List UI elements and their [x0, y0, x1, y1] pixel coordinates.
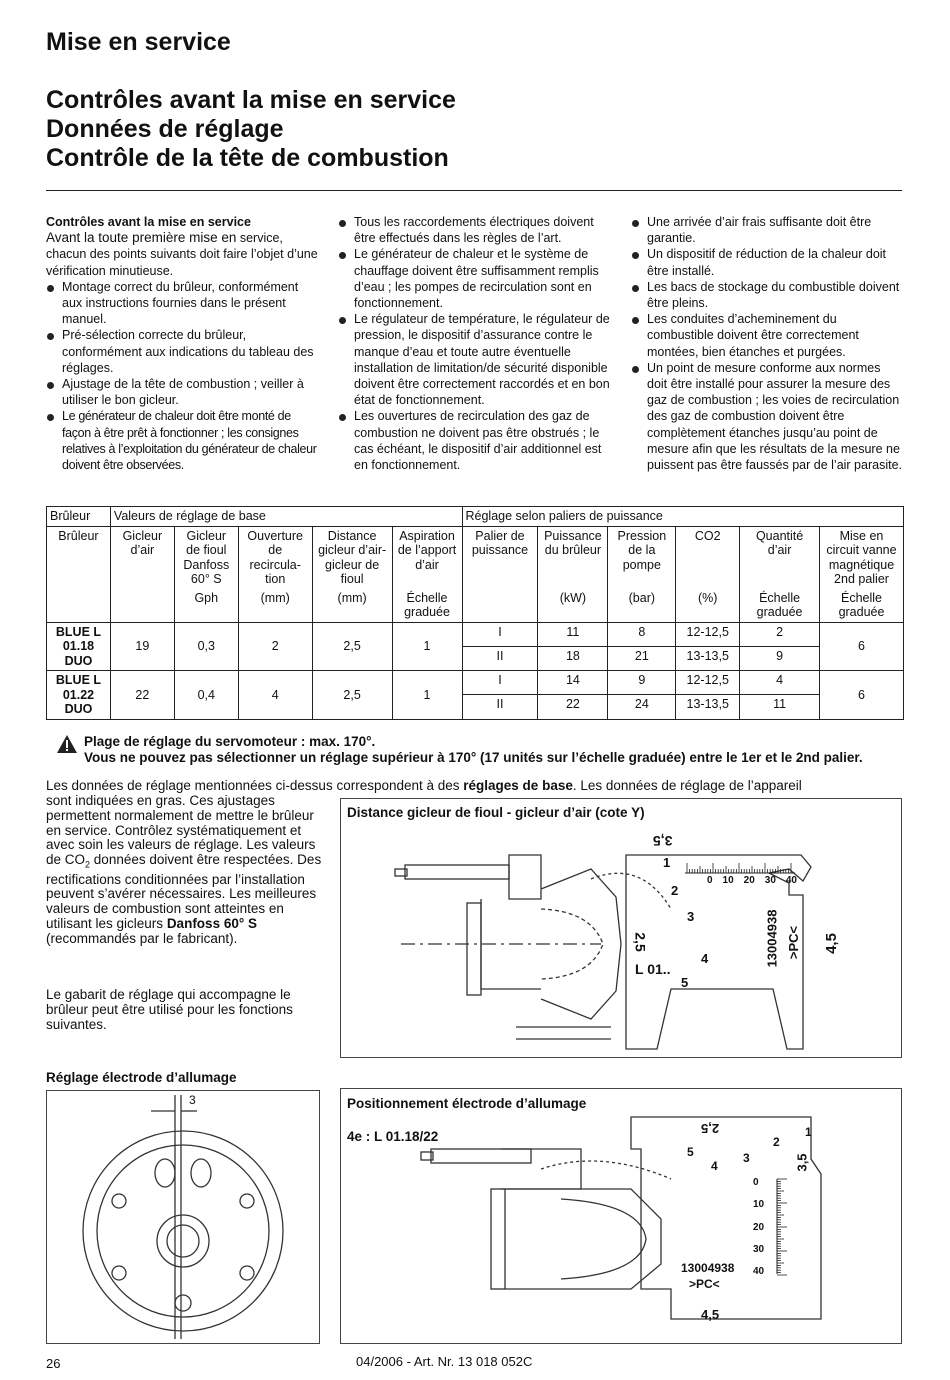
list-item: Les conduites d’acheminement du combustible doivent être correctement montées, bien étanches et purgées.	[631, 311, 903, 360]
table-units-row	[47, 589, 904, 623]
scale-label: 20	[743, 875, 755, 886]
burner-model: BLUE L 01.22 DUO	[47, 671, 111, 720]
subtitle-3: Contrôle de la tête de combustion	[46, 144, 449, 172]
label-top: 3,5	[653, 833, 673, 849]
label-n1: 1	[805, 1125, 812, 1139]
checklist-3	[631, 214, 903, 473]
co2: 12-12,5	[676, 671, 740, 695]
stage: I	[462, 622, 538, 646]
oil-nozzle: 0,4	[174, 671, 238, 720]
air-nozzle: 19	[110, 622, 174, 671]
burner-head-drawing	[341, 799, 901, 1057]
air-quantity: 4	[740, 671, 820, 695]
scale-label: 0	[707, 875, 713, 886]
scale-label: 30	[753, 1243, 765, 1255]
table-group-header	[47, 507, 904, 527]
unit-cell: Échelle graduée	[740, 589, 820, 623]
air-intake: 1	[392, 671, 462, 720]
air-quantity: 2	[740, 622, 820, 646]
label-n2: 2	[773, 1135, 780, 1149]
unit-cell: (bar)	[608, 589, 676, 623]
checklist-2	[338, 214, 614, 473]
label-n2: 2	[671, 883, 679, 898]
section-titles	[46, 86, 456, 173]
recirculation-opening: 2	[238, 622, 312, 671]
label-mid: 2,5	[632, 932, 649, 952]
column-header: Mise en circuit vanne magnétique 2nd palier	[820, 526, 904, 589]
scale-label: 20	[753, 1221, 765, 1233]
air-intake: 1	[392, 622, 462, 671]
label-n3: 3	[687, 909, 695, 924]
label-n5: 5	[687, 1145, 694, 1159]
unit-cell: Échelle graduée	[392, 589, 462, 623]
nozzle-distance: 2,5	[312, 622, 392, 671]
scale-label: 0	[753, 1177, 759, 1188]
list-item: Le générateur de chaleur doit être monté de façon à être prêt à fonctionner ; les consignes relatives à l’exploitation du générateur de chaleur doivent être observées.	[46, 408, 318, 473]
unit-cell: (kW)	[538, 589, 608, 623]
list-item: Les ouvertures de recirculation des gaz de combustion ne doivent pas être obstrués ; le cas échéant, le dispositif d’air additionnel est en fonctionnement.	[338, 408, 614, 473]
list-item: Pré-sélection correcte du brûleur, conformément aux indications du tableau des réglages.	[46, 327, 318, 376]
electrode-drawing	[47, 1091, 319, 1343]
group-stages: Réglage selon paliers de puissance	[462, 507, 904, 527]
scale-label: 40	[753, 1266, 765, 1277]
scale-ticks	[777, 1179, 787, 1275]
list-item: Tous les raccordements électriques doivent être effectués dans les règles de l’art.	[338, 214, 614, 246]
column-header: CO2	[676, 526, 740, 589]
column-1-heading: Contrôles avant la mise en service	[46, 215, 251, 229]
list-item: Les bacs de stockage du combustible doivent être pleins.	[631, 279, 903, 311]
warning-text	[84, 734, 904, 766]
table-row	[47, 671, 904, 695]
column-header: Distance gicleur d’air-gicleur de fioul	[312, 526, 392, 589]
pressure: 9	[608, 671, 676, 695]
dimension-label: 3	[189, 1093, 196, 1107]
scale-label: 30	[764, 875, 776, 886]
column-header: Brûleur	[47, 526, 111, 589]
figure-3-subtitle: 4e : L 01.18/22	[347, 1129, 439, 1144]
power: 18	[538, 646, 608, 670]
column-1	[46, 214, 318, 473]
co2: 13-13,5	[676, 646, 740, 670]
label-side: 4,5	[822, 933, 840, 954]
pressure: 8	[608, 622, 676, 646]
unit-cell	[47, 589, 111, 623]
label-n1: 1	[663, 855, 671, 870]
subtitle-1: Contrôles avant la mise en service	[46, 86, 456, 114]
table-row	[47, 622, 904, 646]
body-paragraph-1-line: Les données de réglage mentionnées ci-dessus correspondent à des réglages de base. Les données de réglage de l’appareil	[46, 778, 802, 793]
column-header: Palier de puissance	[462, 526, 538, 589]
label-n4: 4	[711, 1159, 718, 1173]
figure-title: Distance gicleur de fioul - gicleur d’air (cote Y)	[347, 805, 645, 820]
unit-cell	[462, 589, 538, 623]
co2: 12-12,5	[676, 622, 740, 646]
stage: II	[462, 646, 538, 670]
column-header: Aspiration de l’apport d’air	[392, 526, 462, 589]
unit-cell: Gph	[174, 589, 238, 623]
column-header: Puissance du brûleur	[538, 526, 608, 589]
column-header: Ouverture de recircula-tion	[238, 526, 312, 589]
body-paragraph-1: sont indiquées en gras. Ces ajustages permettent normalement de mettre le brûleur en service. Contrôlez systématiquement et avec soin les valeurs de réglage. Les valeurs de $CO_2$ données doivent être respectées. Des rectifications conditionnées par l’installation peuvent s’avérer nécessaires. Les meilleures valeurs de combustion sont atteintes en utilisant les gicleurs Danfoss 60° S (recommandés par le fabricant).	[46, 793, 322, 946]
warning-line-1: Plage de réglage du servomoteur : max. 170°.	[84, 734, 376, 749]
scale-label: 10	[753, 1199, 765, 1211]
settings-table	[46, 506, 904, 720]
figure-electrode-position	[340, 1088, 902, 1344]
column-3	[631, 214, 903, 473]
header-divider	[46, 190, 902, 191]
co2: 13-13,5	[676, 695, 740, 719]
oil-nozzle: 0,3	[174, 622, 238, 671]
nozzle-distance: 2,5	[312, 671, 392, 720]
air-nozzle: 22	[110, 671, 174, 720]
figure-2-title: Réglage électrode d’allumage	[46, 1070, 237, 1085]
burner-model: BLUE L 01.18 DUO	[47, 622, 111, 671]
column-header: Gicleur d’air	[110, 526, 174, 589]
list-item: Une arrivée d’air frais suffisante doit être garantie.	[631, 214, 903, 246]
recirculation-opening: 4	[238, 671, 312, 720]
warning-line-2: Vous ne pouvez pas sélectionner un réglage supérieur à 170° (17 unités sur l’échelle graduée) entre le 1er et le 2nd palier.	[84, 750, 863, 765]
label-top: 2,5	[701, 1121, 720, 1136]
list-item: Un point de mesure conforme aux normes doit être installé pour assurer la mesure des gaz de combustion ; les voies de recirculation des gaz de combustion doivent être complètement étanches jusqu’au point de mesure afin que les résultats de la mesure ne puissent pas être faussés par de l’air parasite.	[631, 360, 903, 473]
power: 22	[538, 695, 608, 719]
label-n3: 3	[743, 1151, 750, 1165]
column-1-intro: Avant la toute première mise en service, chacun des points suivants doit faire l’objet d’une vérification minutieuse.	[46, 230, 318, 278]
valve-setting: 6	[820, 671, 904, 720]
label-mark: >PC<	[689, 1277, 720, 1291]
table-header-row	[47, 526, 904, 589]
label-n4: 4	[701, 951, 709, 966]
label-model: L 01..	[635, 961, 671, 977]
air-quantity: 9	[740, 646, 820, 670]
column-2	[338, 214, 614, 473]
column-header: Gicleur de fioul Danfoss 60° S	[174, 526, 238, 589]
stage: II	[462, 695, 538, 719]
unit-cell: Échelle graduée	[820, 589, 904, 623]
list-item: Un dispositif de réduction de la chaleur doit être installé.	[631, 246, 903, 278]
warning-icon	[56, 734, 78, 754]
list-item: Montage correct du brûleur, conformément aux instructions fournies dans le présent manuel.	[46, 279, 318, 328]
article-reference: 04/2006 - Art. Nr. 13 018 052C	[356, 1354, 533, 1369]
power: 14	[538, 671, 608, 695]
checklist-1	[46, 279, 318, 473]
label-mark: >PC<	[786, 925, 802, 960]
power: 11	[538, 622, 608, 646]
figure-electrode-setting	[46, 1090, 320, 1344]
unit-cell: (%)	[676, 589, 740, 623]
page-title: Mise en service	[46, 28, 231, 56]
page-number: 26	[46, 1356, 61, 1371]
label-n5: 5	[681, 975, 689, 990]
scale-ticks	[687, 863, 791, 873]
unit-cell: (mm)	[312, 589, 392, 623]
label-code: 13004938	[764, 909, 780, 968]
group-burner: Brûleur	[47, 507, 111, 527]
stage: I	[462, 671, 538, 695]
label-side: 3,5	[794, 1153, 810, 1172]
body-paragraph-2: Le gabarit de réglage qui accompagne le brûleur peut être utilisé pour les fonctions suivantes.	[46, 987, 293, 1032]
figure-nozzle-distance	[340, 798, 902, 1058]
subtitle-2: Données de réglage	[46, 115, 284, 143]
scale-label: 10	[722, 875, 734, 886]
column-header: Quantité d’air	[740, 526, 820, 589]
scale-label: 40	[785, 875, 797, 886]
label-code: 13004938	[681, 1261, 735, 1275]
list-item: Le régulateur de température, le régulateur de pression, le dispositif d’assurance contre le manque d’eau et toute autre éventuelle installation de limitation/de sécurité disponible doivent être correctement raccordés et en bon état de fonctionnement.	[338, 311, 614, 408]
list-item: Ajustage de la tête de combustion ; veiller à utiliser le bon gicleur.	[46, 376, 318, 408]
scale-labels	[707, 875, 797, 886]
label-bottom: 4,5	[701, 1307, 720, 1322]
figure-3-title: Positionnement électrode d’allumage	[347, 1096, 587, 1111]
air-quantity: 11	[740, 695, 820, 719]
scale-labels	[753, 1177, 764, 1277]
list-item: Le générateur de chaleur et le système de chauffage doivent être suffisamment remplis d’eau ; les pompes de recirculation sont en fonctionnement.	[338, 246, 614, 311]
unit-cell: (mm)	[238, 589, 312, 623]
pressure: 21	[608, 646, 676, 670]
valve-setting: 6	[820, 622, 904, 671]
unit-cell	[110, 589, 174, 623]
electrode-position-drawing	[341, 1089, 901, 1343]
column-header: Pression de la pompe	[608, 526, 676, 589]
group-base: Valeurs de réglage de base	[110, 507, 462, 527]
pressure: 24	[608, 695, 676, 719]
